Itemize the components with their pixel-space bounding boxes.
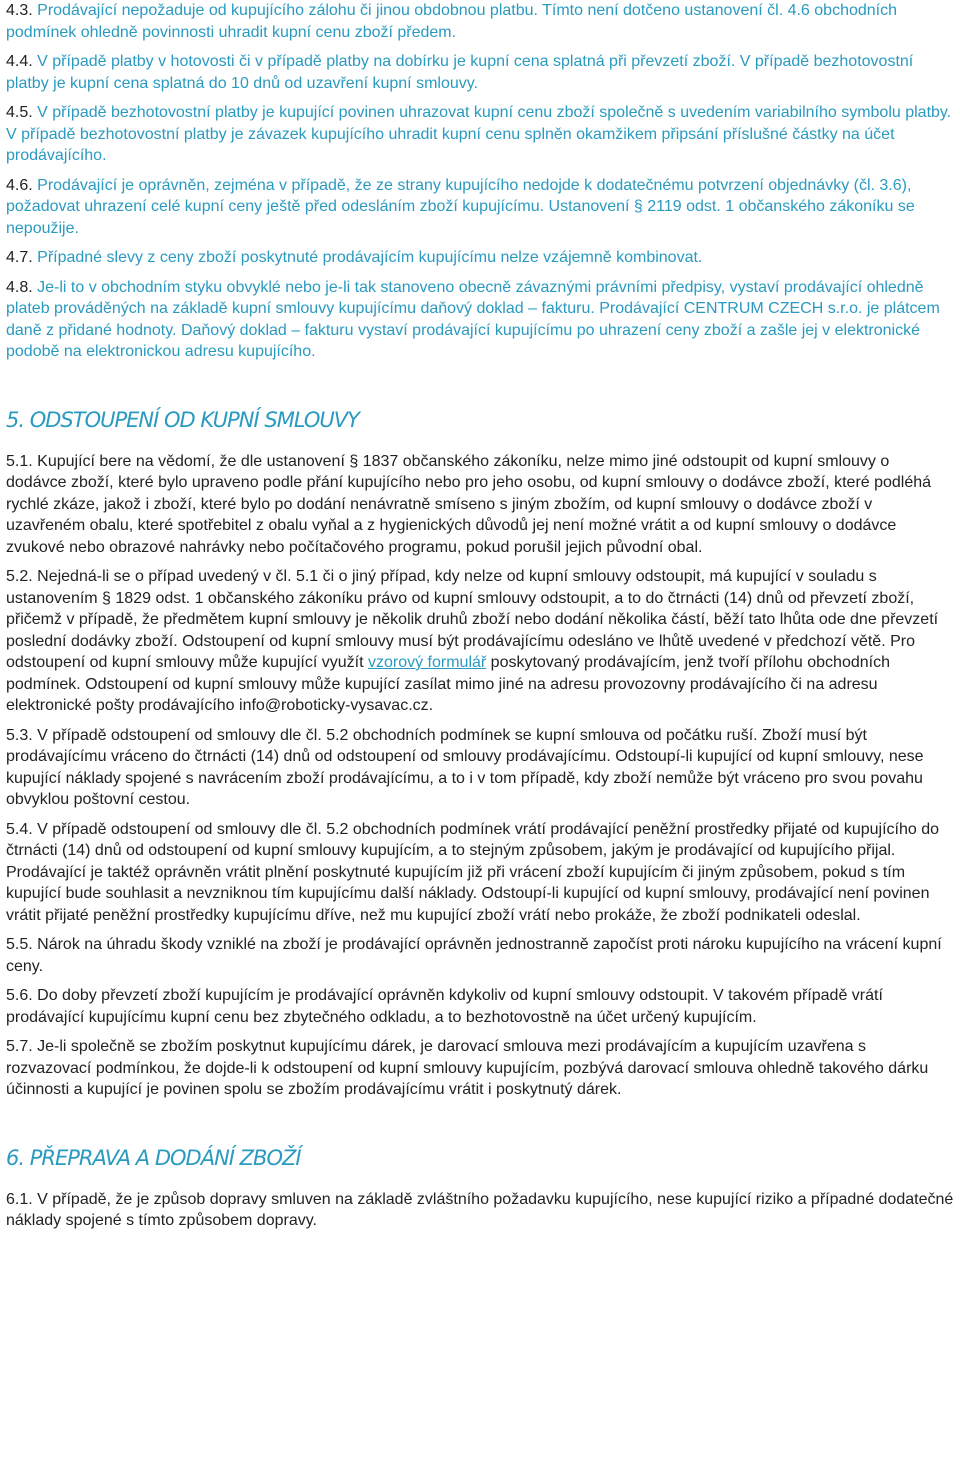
paragraph-text: Prodávající nepožaduje od kupujícího zálohu či jinou obdobnou platbu. Tímto není dotčeno ustanovení čl. 4.6 obchodních podmínek ohledně povinnosti uhradit kupní cenu zboží předem. <box>6 2 898 41</box>
paragraph-number: 5.1. <box>6 452 38 470</box>
paragraph-text: Případné slevy z ceny zboží poskytnuté prodávajícím kupujícímu nelze vzájemně kombinovat. <box>37 249 703 266</box>
paragraph-text: V případě bezhotovostní platby je závazek kupujícího uhradit kupní cenu splněn okamžikem připsání příslušné částky na účet prodávajícího. <box>6 125 895 164</box>
paragraph <box>6 247 954 269</box>
paragraph-text: Nejedná-li se o případ uvedený v čl. 5.1 či o jiný případ, kdy nelze od kupní smlouvy odstoupit, má kupující v souladu s ustanovením § 1829 odst. 1 občanského zákoníku právo od kupní smlouvy odstoupit, a to do čtrnácti (14) dnů od převzetí zboží, přičemž v případě, že předmětem kupní smlouvy je několik druhů zboží nebo dodání několika částí, běží tato lhůta ode dne převzetí poslední dodávky zboží. Odstoupení od kupní smlouvy musí být prodávajícímu odesláno ve lhůtě uvedené v předchozí větě. Pro odstoupení od kupní smlouvy může kupující využít <box>6 568 939 671</box>
paragraph-text: Je-li společně se zbožím poskytnut kupujícímu dárek, je darovací smlouva mezi prodávajícím a kupujícím uzavřena s rozvazovací podmínkou, že dojde-li k odstoupení od kupní smlouvy kupujícím, pozbývá darovací smlouva ohledně takového dárku účinnosti a kupující je povinen spolu se zbožím prodávajícímu vrátit i poskytnutý dárek. <box>6 1038 929 1098</box>
paragraph-text: Prodávající CENTRUM CZECH s.r.o. je plátcem daně z přidané hodnoty. <box>6 300 940 339</box>
paragraph <box>6 985 954 1028</box>
paragraph-number: 5.6. <box>6 987 38 1004</box>
paragraph <box>6 277 954 363</box>
paragraph-text: Je-li to v obchodním styku obvyklé nebo je-li tak stanoveno obecně závaznými právními předpisy, vystaví prodávající ohledně plateb prováděných na základě kupní smlouvy kupujícímu daňový doklad – fakturu. <box>6 278 924 317</box>
form-link[interactable]: vzorový formulář <box>367 654 487 671</box>
paragraph-number: 4.6. <box>6 176 38 194</box>
paragraph <box>6 566 954 717</box>
paragraph-number: 4.5. <box>6 104 38 121</box>
paragraph-text: Prodávající je oprávněn, zejména v případě, že ze strany kupujícího nedojde k dodatečnému potvrzení objednávky (čl. 3.6), požadovat uhrazení celé kupní ceny ještě před odesláním zboží kupujícímu. Ustanovení § 2119 odst. 1 občanského zákoníku se nepoužije. <box>6 176 915 237</box>
paragraph <box>6 0 954 43</box>
section-heading: 6. PŘEPRAVA A DODÁNÍ ZBOŽÍ <box>6 1145 301 1170</box>
paragraph-text: Nárok na úhradu škody vzniklé na zboží je prodávající oprávněn jednostranně započíst proti nároku kupujícího na vrácení kupní ceny. <box>6 936 942 975</box>
paragraph <box>6 934 954 977</box>
paragraph-number: 4.7. <box>6 249 38 266</box>
paragraph-text: V případě platby v hotovosti či v případě platby na dobírku je kupní cena splatná při převzetí zboží. V případě bezhotovostní platby je kupní cena splatná do 10 dnů od uzavření kupní smlouvy. <box>6 53 914 92</box>
paragraph-number: 5.5. <box>6 936 38 953</box>
section-heading: 5. ODSTOUPENÍ OD KUPNÍ SMLOUVY <box>6 407 359 432</box>
paragraph-text: V případě odstoupení od smlouvy dle čl. 5.2 obchodních podmínek se kupní smlouva od počátku ruší. Zboží musí být prodávajícímu vráceno do čtrnácti (14) dnů od odstoupení od smlouvy prodávajícímu. Odstoupí-li kupující od kupní smlouvy, nese kupující náklady spojené s navrácením zboží prodávajícímu, a to i v tom případě, kdy zboží nemůže být vráceno pro svou povahu obvyklou poštovní cestou. <box>6 726 924 808</box>
paragraph-text: V případě bezhotovostní platby je kupující povinen uhrazovat kupní cenu zboží společně s uvedením variabilního symbolu platby. <box>37 104 952 121</box>
paragraph-text: Do doby převzetí zboží kupujícím je prodávající oprávněn kdykoliv od kupní smlouvy odstoupit. V takovém případě vrátí prodávající kupujícímu kupní cenu bez zbytečného odkladu, a to bezhotovostně na účet určený kupujícím. <box>6 987 883 1026</box>
paragraph <box>6 1036 954 1101</box>
paragraph-number: 5.7. <box>6 1038 38 1055</box>
paragraph-number: 5.4. <box>6 820 38 838</box>
paragraph <box>6 1189 954 1232</box>
paragraph-text: Kupující bere na vědomí, že dle ustanovení § 1837 občanského zákoníku, nelze mimo jiné odstoupit od kupní smlouvy o dodávce zboží, které bylo upraveno podle přání kupujícího nebo pro jeho osobu, od kupní smlouvy o dodávce zboží, které podléhá rychlé zkáze, jakož i zboží, které bylo po dodání nenávratně smíseno s jiným zbožím, od kupní smlouvy o dodávce zboží v uzavřeném obalu, které spotřebitel z obalu vyňal a z hygienických důvodů jej není možné vrátit a od kupní smlouvy o dodávce zvukové nebo obrazové nahrávky nebo počítačového programu, pokud porušil jejich původní obal. <box>6 452 932 556</box>
paragraph <box>6 819 954 927</box>
paragraph-text: V případě odstoupení od smlouvy dle čl. 5.2 obchodních podmínek vrátí prodávající peněžní prostředky přijaté od kupujícího do čtrnácti (14) dnů od odstoupení od kupní smlouvy kupujícím, a to stejným způsobem, jakým je prodávající od kupujícího přijal. Prodávající je taktéž oprávněn vrátit plnění poskytnuté kupujícím již při vrácení zboží kupujícím či jiným způsobem, pokud s tím kupující bude souhlasit a nevzniknou tím kupujícímu další náklady. Odstoupí-li kupující od kupní smlouvy, prodávající není povinen vrátit přijaté peněžní prostředky kupujícímu dříve, než mu kupující zboží vrátí nebo prokáže, že zboží podnikateli odeslal. <box>6 820 940 924</box>
paragraph-number: 4.4. <box>6 53 38 70</box>
paragraph <box>6 51 954 94</box>
paragraph-text: V případě, že je způsob dopravy smluven na základě zvláštního požadavku kupujícího, nese kupující riziko a případné dodatečné náklady spojené s tímto způsobem dopravy. <box>6 1190 954 1229</box>
paragraph <box>6 451 954 559</box>
paragraph <box>6 175 954 240</box>
paragraph-number: 4.8. <box>6 278 38 296</box>
paragraph-number: 5.3. <box>6 726 38 744</box>
paragraph <box>6 102 954 167</box>
paragraph <box>6 725 954 811</box>
paragraph-text: poskytovaný prodávajícím, jenž tvoří přílohu obchodních podmínek. Odstoupení od kupní smlouvy může kupující zasílat mimo jiné na adresu provozovny prodávajícího či na adresu elektronické pošty prodávajícího info@roboticky-vysavac.cz. <box>6 654 890 714</box>
paragraph-number: 6.1. <box>6 1190 38 1208</box>
paragraph-text: Daňový doklad – fakturu vystaví prodávající kupujícímu po uhrazení ceny zboží a zašle jej v elektronické podobě na elektronickou adresu kupujícího. <box>6 321 920 360</box>
paragraph-number: 4.3. <box>6 2 38 19</box>
paragraph-number: 5.2. <box>6 568 38 585</box>
